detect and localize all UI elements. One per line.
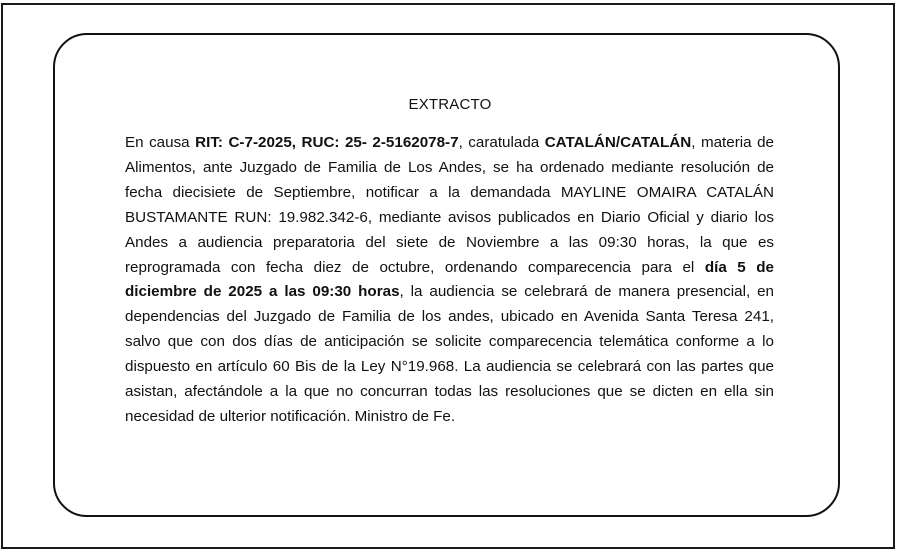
case-caption: CATALÁN/CATALÁN <box>544 134 692 151</box>
document-title: EXTRACTO <box>408 96 492 113</box>
body-text-main: , materia de Alimentos, ante Juzgado de Familia de Los Andes, se ha ordenado mediante resolución de fecha diecisiete de Septiembre, notificar a la demandada MAYLINE OMAIRA CATALÁN BUSTAMANTE RUN: 19.982.342-6, mediante avisos publicados en Diario Oficial y diario los Andes a audiencia preparatoria del siete de Noviembre a las 09:30 horas, la que es reprogramada con fecha diez de octubre, ordenando comparecencia para el <box>125 134 774 276</box>
document-body <box>125 131 774 430</box>
body-text-closing: , la audiencia se celebrará de manera presencial, en dependencias del Juzgado de Familia de los andes, ubicado en Avenida Santa Teresa 241, salvo que con dos días de anticipación se solicite comparecencia telemática conforme a lo dispuesto en artículo 60 Bis de la Ley N°19.968. La audiencia se celebrará con las partes que asistan, afectándole a la que no concurran todas las resoluciones que se dicten en ella sin necesidad de ulterior notificación. Ministro de Fe. <box>125 283 774 425</box>
body-text-caratulada: , caratulada <box>458 134 545 151</box>
case-identifiers: RIT: C-7-2025, RUC: 25- 2-5162078-7 <box>195 134 459 151</box>
body-text-intro: En causa <box>125 134 196 151</box>
hearing-date: día 5 de diciembre de 2025 a las 09:30 horas <box>125 258 775 301</box>
